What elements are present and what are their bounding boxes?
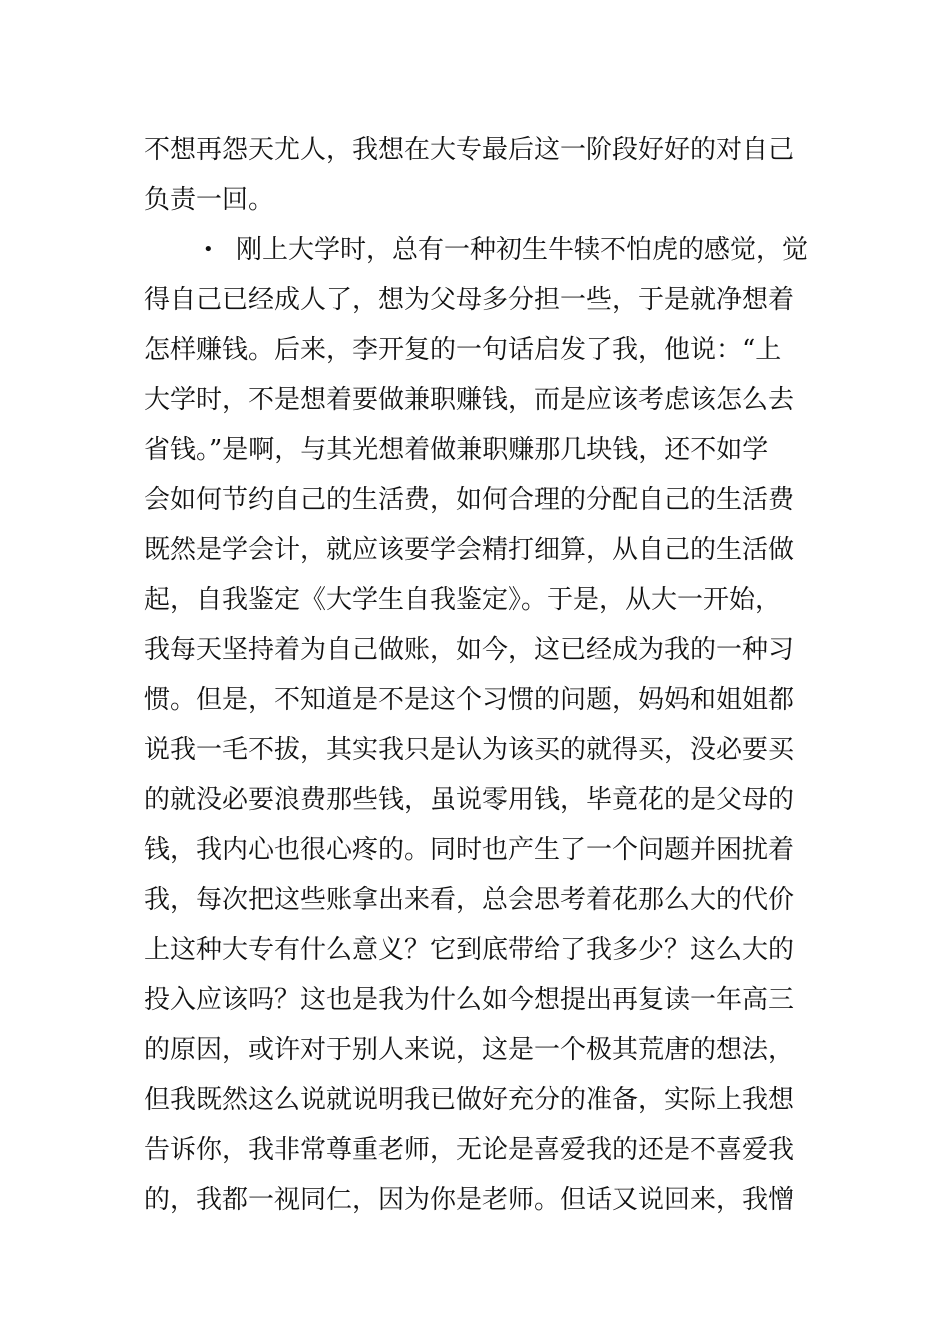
bullet-icon: • (203, 239, 214, 260)
text-line-10: 起，自我鉴定《大学生自我鉴定》。于是，从大一开始， (144, 585, 782, 615)
text-line-15: 钱，我内心也很心疼的。同时也产生了一个问题并困扰着 (144, 835, 795, 865)
text-line-17: 上这种大专有什么意义？它到底带给了我多少？这么大的 (144, 935, 795, 965)
text-line-4: 得自己已经成人了，想为父母多分担一些，于是就净想着 (144, 285, 795, 315)
text-line-9: 既然是学会计，就应该要学会精打细算，从自己的生活做 (144, 535, 795, 565)
text-line-12: 惯。但是，不知道是不是这个习惯的问题，妈妈和姐姐都 (144, 685, 795, 715)
text-line-16: 我，每次把这些账拿出来看，总会思考着花那么大的代价 (144, 885, 795, 915)
text-line-6: 大学时，不是想着要做兼职赚钱，而是应该考虑该怎么去 (144, 385, 795, 415)
text-line-22: 的，我都一视同仁，因为你是老师。但话又说回来，我憎 (144, 1185, 795, 1215)
text-line-21: 告诉你，我非常尊重老师，无论是喜爱我的还是不喜爱我 (144, 1135, 795, 1165)
text-line-13: 说我一毛不拔，其实我只是认为该买的就得买，没必要买 (144, 735, 795, 765)
text-line-5: 怎样赚钱。后来，李开复的一句话启发了我，他说：“上 (144, 335, 782, 365)
text-line-1: 不想再怨天尤人，我想在大专最后这一阶段好好的对自己 (144, 135, 795, 165)
text-line-11: 我每天坚持着为自己做账，如今，这已经成为我的一种习 (144, 635, 795, 665)
text-line-19: 的原因，或许对于别人来说，这是一个极其荒唐的想法， (144, 1035, 795, 1065)
text-line-14: 的就没必要浪费那些钱，虽说零用钱，毕竟花的是父母的 (144, 785, 795, 815)
text-line-2: 负责一回。 (144, 185, 275, 215)
text-line-7: 省钱。”是啊，与其光想着做兼职赚那几块钱，还不如学 (144, 435, 769, 465)
text-line-3: 刚上大学时，总有一种初生牛犊不怕虎的感觉，觉 (236, 235, 809, 265)
text-line-8: 会如何节约自己的生活费，如何合理的分配自己的生活费 (144, 485, 795, 515)
text-line-18: 投入应该吗？这也是我为什么如今想提出再复读一年高三 (144, 985, 795, 1015)
text-line-20: 但我既然这么说就说明我已做好充分的准备，实际上我想 (144, 1085, 795, 1115)
